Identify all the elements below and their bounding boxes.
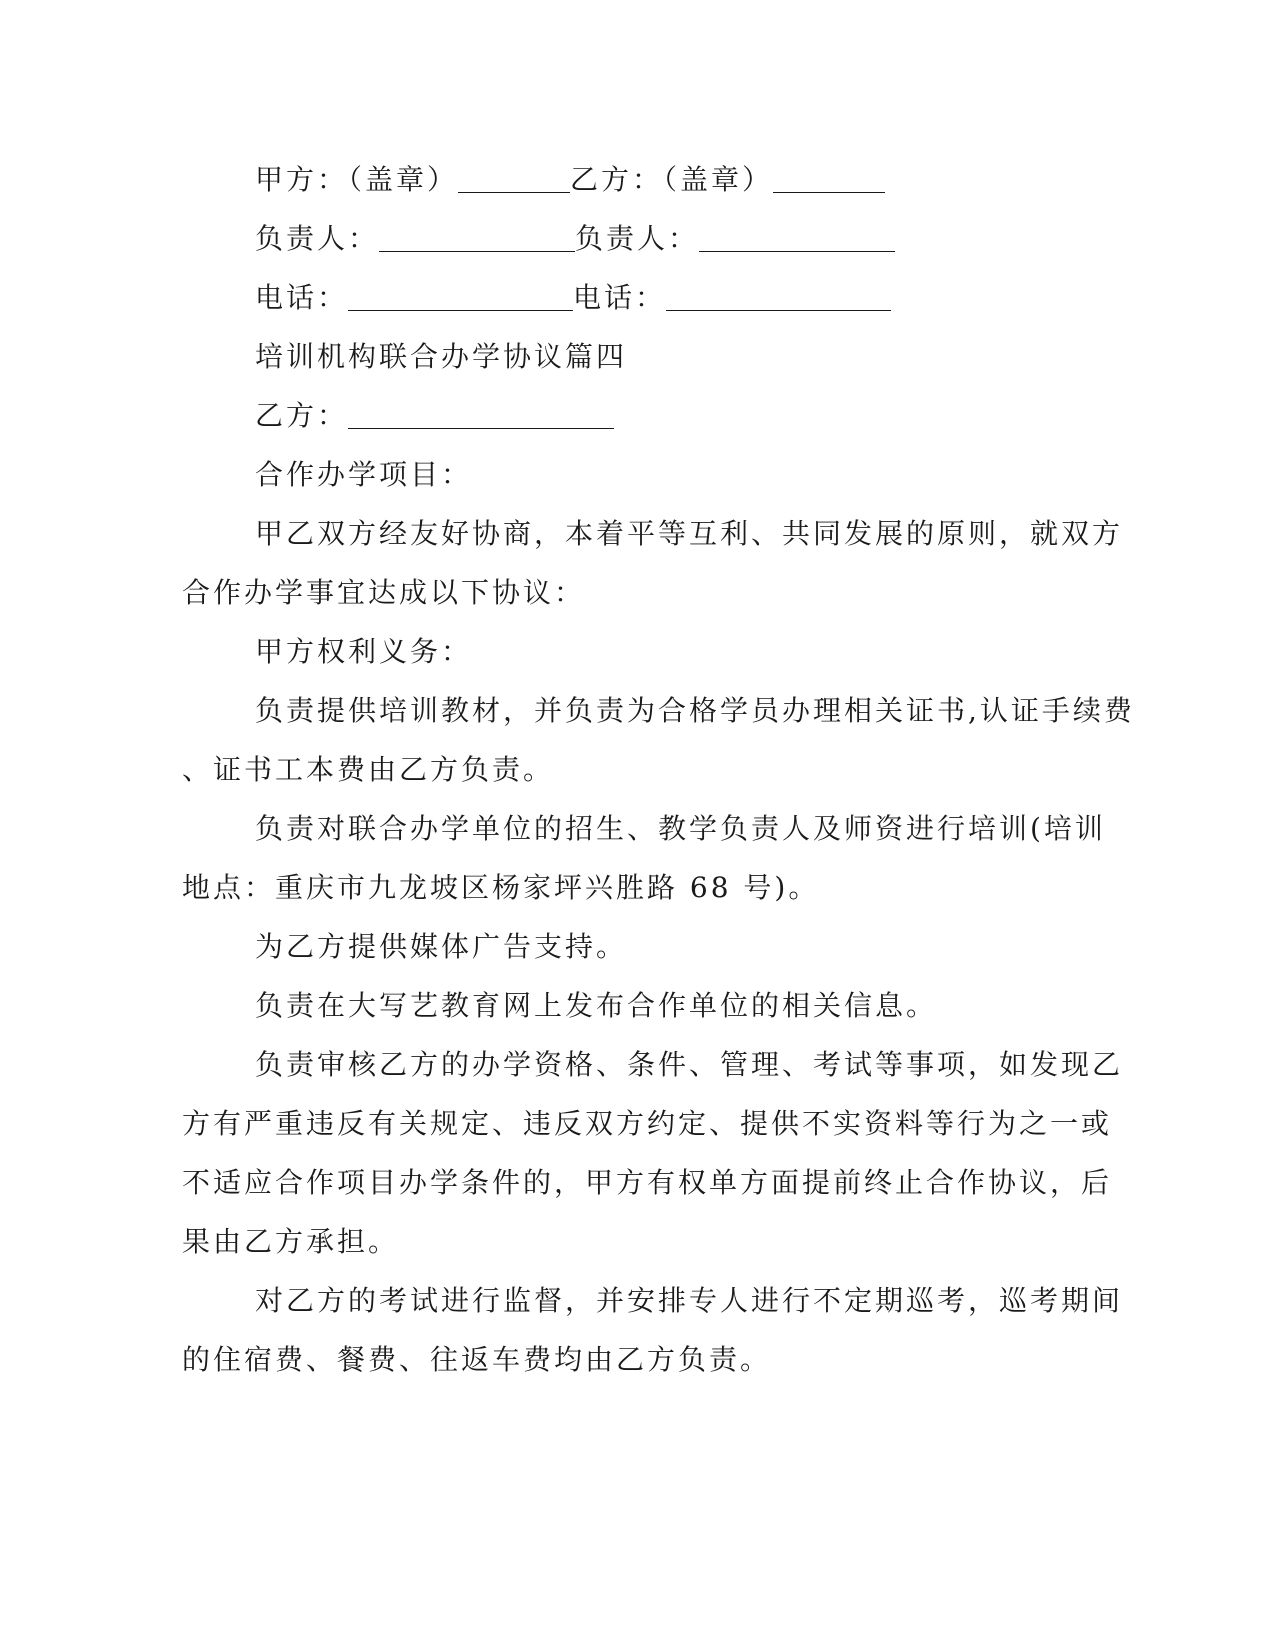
intro-line-2: 合作办学事宜达成以下协议： (182, 576, 586, 609)
clause-6-line-1: 对乙方的考试进行监督，并安排专人进行不定期巡考，巡考期间 (255, 1284, 1124, 1317)
clause-4: 负责在大写艺教育网上发布合作单位的相关信息。 (255, 989, 938, 1022)
party-a-rights-heading: 甲方权利义务： (255, 635, 473, 668)
phone-a-label: 电话： (255, 281, 349, 314)
principal-b-label: 负责人： (575, 222, 700, 255)
phone-b-label: 电话： (573, 281, 667, 314)
party-b-seal-label: 乙方：（盖章） (570, 163, 774, 196)
clause-5-line-4: 果由乙方承担。 (182, 1225, 400, 1258)
principal-b-blank (699, 221, 895, 252)
clause-3: 为乙方提供媒体广告支持。 (255, 930, 628, 963)
principal-a-blank (379, 221, 575, 252)
party-b-line (255, 396, 614, 436)
principal-a-label: 负责人： (255, 222, 380, 255)
party-b-label: 乙方： (255, 399, 349, 432)
clause-5-line-2: 方有严重违反有关规定、违反双方约定、提供不实资料等行为之一或 (182, 1107, 1113, 1140)
intro-line-1: 甲乙双方经友好协商，本着平等互利、共同发展的原则，就双方 (255, 517, 1124, 550)
phone-b-blank (666, 280, 891, 311)
section-title: 培训机构联合办学协议篇四 (255, 340, 628, 373)
clause-1-line-1: 负责提供培训教材，并负责为合格学员办理相关证书,认证手续费 (255, 694, 1135, 727)
party-b-blank (348, 398, 614, 429)
phone-line (255, 278, 891, 318)
party-b-seal-blank (773, 162, 885, 193)
clause-1-line-2: 、证书工本费由乙方负责。 (182, 753, 555, 786)
clause-2-line-2: 地点：重庆市九龙坡区杨家坪兴胜路 68 号)。 (182, 871, 820, 904)
party-a-seal-blank (458, 162, 570, 193)
party-a-seal-label: 甲方：（盖章） (255, 163, 459, 196)
seal-line (255, 160, 885, 200)
clause-5-line-1: 负责审核乙方的办学资格、条件、管理、考试等事项，如发现乙 (255, 1048, 1124, 1081)
principal-line (255, 219, 895, 259)
clause-2-line-1: 负责对联合办学单位的招生、教学负责人及师资进行培训(培训 (255, 812, 1106, 845)
phone-a-blank (348, 280, 573, 311)
clause-6-line-2: 的住宿费、餐费、往返车费均由乙方负责。 (182, 1343, 772, 1376)
clause-5-line-3: 不适应合作项目办学条件的，甲方有权单方面提前终止合作协议，后 (182, 1166, 1113, 1199)
project-label: 合作办学项目： (255, 458, 473, 491)
